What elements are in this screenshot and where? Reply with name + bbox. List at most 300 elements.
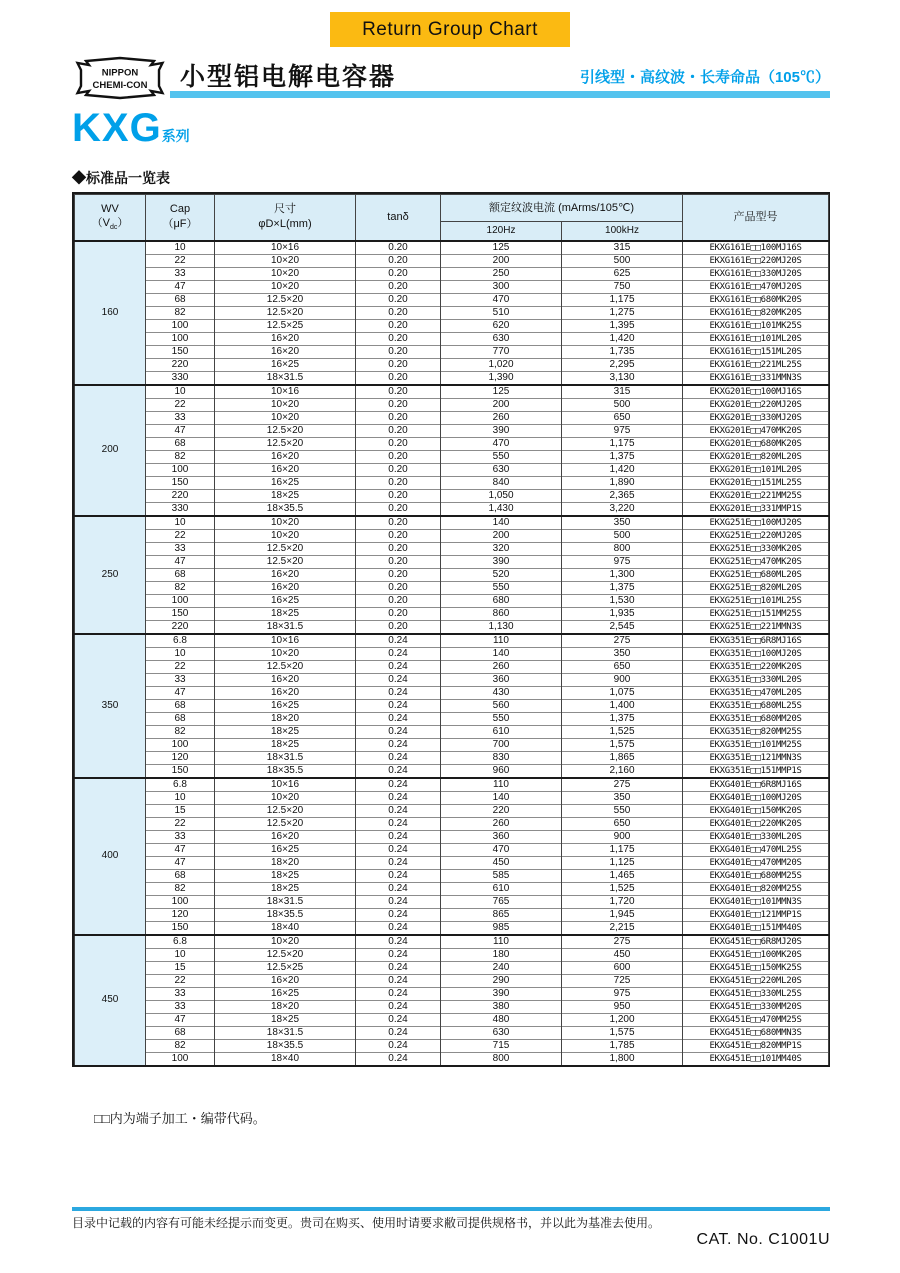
- part-number-cell: EKXG401E□□820MM25S: [683, 882, 829, 895]
- table-row: [75, 712, 829, 725]
- tand-cell: 0.24: [356, 882, 441, 895]
- part-number-cell: EKXG251E□□221MMN3S: [683, 620, 829, 634]
- part-number-cell: EKXG451E□□470MM25S: [683, 1013, 829, 1026]
- table-row: [75, 817, 829, 830]
- part-number-cell: EKXG251E□□220MJ20S: [683, 529, 829, 542]
- size-cell: 18×25: [215, 882, 356, 895]
- ripple-120hz-cell: 960: [441, 764, 562, 778]
- logo-badge-icon: [72, 55, 168, 101]
- size-cell: 16×20: [215, 581, 356, 594]
- tand-cell: 0.20: [356, 267, 441, 280]
- cap-cell: 10: [146, 516, 215, 530]
- series-suffix: 系列: [161, 128, 190, 144]
- tand-cell: 0.24: [356, 725, 441, 738]
- part-number-cell: EKXG401E□□150MK20S: [683, 804, 829, 817]
- cap-cell: 330: [146, 371, 215, 385]
- size-cell: 18×31.5: [215, 751, 356, 764]
- ripple-120hz-cell: 200: [441, 254, 562, 267]
- ripple-100khz-cell: 275: [562, 634, 683, 648]
- part-number-cell: EKXG161E□□221ML25S: [683, 358, 829, 371]
- ripple-100khz-cell: 900: [562, 830, 683, 843]
- size-cell: 10×16: [215, 385, 356, 399]
- tand-cell: 0.24: [356, 738, 441, 751]
- size-cell: 12.5×20: [215, 555, 356, 568]
- ripple-100khz-cell: 1,375: [562, 581, 683, 594]
- tand-cell: 0.24: [356, 830, 441, 843]
- ripple-120hz-cell: 180: [441, 948, 562, 961]
- cap-cell: 33: [146, 411, 215, 424]
- size-cell: 18×25: [215, 738, 356, 751]
- tand-cell: 0.24: [356, 686, 441, 699]
- part-number-cell: EKXG161E□□220MJ20S: [683, 254, 829, 267]
- page-title: 小型铝电解电容器: [180, 63, 397, 91]
- tand-cell: 0.20: [356, 306, 441, 319]
- tand-cell: 0.20: [356, 542, 441, 555]
- cap-cell: 100: [146, 895, 215, 908]
- tand-cell: 0.20: [356, 516, 441, 530]
- ripple-100khz-cell: 1,300: [562, 568, 683, 581]
- part-number-cell: EKXG351E□□100MJ20S: [683, 647, 829, 660]
- part-number-cell: EKXG351E□□101MM25S: [683, 738, 829, 751]
- size-cell: 18×25: [215, 607, 356, 620]
- ripple-120hz-cell: 1,430: [441, 502, 562, 516]
- size-cell: 10×16: [215, 634, 356, 648]
- part-number-cell: EKXG351E□□121MMN3S: [683, 751, 829, 764]
- part-number-cell: EKXG251E□□151MM25S: [683, 607, 829, 620]
- size-cell: 18×25: [215, 725, 356, 738]
- tand-cell: 0.20: [356, 280, 441, 293]
- cap-cell: 82: [146, 581, 215, 594]
- size-cell: 12.5×20: [215, 817, 356, 830]
- part-number-cell: EKXG451E□□100MK20S: [683, 948, 829, 961]
- size-cell: 18×31.5: [215, 371, 356, 385]
- cap-cell: 100: [146, 319, 215, 332]
- ripple-100khz-cell: 1,420: [562, 332, 683, 345]
- tand-cell: 0.20: [356, 332, 441, 345]
- ripple-100khz-cell: 1,935: [562, 607, 683, 620]
- tand-cell: 0.20: [356, 476, 441, 489]
- table-row: [75, 647, 829, 660]
- tand-cell: 0.24: [356, 1052, 441, 1065]
- size-cell: 12.5×25: [215, 319, 356, 332]
- part-number-cell: EKXG451E□□330ML25S: [683, 987, 829, 1000]
- col-header-cap: Cap （μF）: [146, 195, 215, 241]
- ripple-120hz-cell: 470: [441, 843, 562, 856]
- size-cell: 16×25: [215, 843, 356, 856]
- size-cell: 16×20: [215, 673, 356, 686]
- size-cell: 18×20: [215, 712, 356, 725]
- cap-cell: 10: [146, 948, 215, 961]
- cap-cell: 33: [146, 267, 215, 280]
- ripple-100khz-cell: 1,175: [562, 437, 683, 450]
- table-row: [75, 1052, 829, 1065]
- ripple-120hz-cell: 630: [441, 1026, 562, 1039]
- ripple-100khz-cell: 2,160: [562, 764, 683, 778]
- cap-cell: 47: [146, 843, 215, 856]
- cap-cell: 33: [146, 673, 215, 686]
- part-number-cell: EKXG161E□□470MJ20S: [683, 280, 829, 293]
- table-row: [75, 987, 829, 1000]
- cap-cell: 47: [146, 686, 215, 699]
- tand-cell: 0.20: [356, 568, 441, 581]
- table-row: [75, 516, 829, 530]
- table-body: [75, 241, 829, 1065]
- tand-cell: 0.24: [356, 699, 441, 712]
- tand-cell: 0.20: [356, 463, 441, 476]
- tand-cell: 0.24: [356, 987, 441, 1000]
- table-row: [75, 725, 829, 738]
- standard-products-table-wrap: [72, 192, 830, 1067]
- tand-cell: 0.20: [356, 254, 441, 267]
- table-row: [75, 1013, 829, 1026]
- size-cell: 16×20: [215, 568, 356, 581]
- size-cell: 18×35.5: [215, 1039, 356, 1052]
- ripple-100khz-cell: 625: [562, 267, 683, 280]
- ripple-120hz-cell: 140: [441, 791, 562, 804]
- table-row: [75, 437, 829, 450]
- ripple-100khz-cell: 975: [562, 555, 683, 568]
- size-cell: 12.5×25: [215, 961, 356, 974]
- tand-cell: 0.24: [356, 660, 441, 673]
- table-row: [75, 843, 829, 856]
- cap-cell: 150: [146, 476, 215, 489]
- ripple-120hz-cell: 480: [441, 1013, 562, 1026]
- ripple-100khz-cell: 1,785: [562, 1039, 683, 1052]
- ripple-120hz-cell: 260: [441, 411, 562, 424]
- table-row: [75, 568, 829, 581]
- wv-group-cell: 400: [75, 778, 146, 935]
- part-number-cell: EKXG161E□□680MK20S: [683, 293, 829, 306]
- size-cell: 18×25: [215, 869, 356, 882]
- size-cell: 10×20: [215, 647, 356, 660]
- ripple-120hz-cell: 715: [441, 1039, 562, 1052]
- ripple-120hz-cell: 1,130: [441, 620, 562, 634]
- tand-cell: 0.20: [356, 620, 441, 634]
- section-title: ◆标准品一览表: [72, 170, 170, 186]
- ripple-120hz-cell: 1,390: [441, 371, 562, 385]
- ripple-120hz-cell: 220: [441, 804, 562, 817]
- cap-cell: 82: [146, 450, 215, 463]
- size-cell: 16×20: [215, 686, 356, 699]
- cap-cell: 82: [146, 1039, 215, 1052]
- size-cell: 16×25: [215, 987, 356, 1000]
- part-number-cell: EKXG201E□□100MJ16S: [683, 385, 829, 399]
- cap-cell: 220: [146, 620, 215, 634]
- table-row: [75, 804, 829, 817]
- ripple-120hz-cell: 630: [441, 463, 562, 476]
- tand-cell: 0.20: [356, 424, 441, 437]
- part-number-cell: EKXG351E□□820MM25S: [683, 725, 829, 738]
- wv-group-cell: 350: [75, 634, 146, 778]
- cap-cell: 15: [146, 961, 215, 974]
- size-cell: 18×31.5: [215, 1026, 356, 1039]
- tand-cell: 0.20: [356, 529, 441, 542]
- cap-cell: 6.8: [146, 935, 215, 949]
- table-row: [75, 358, 829, 371]
- part-number-cell: EKXG351E□□151MMP1S: [683, 764, 829, 778]
- part-number-cell: EKXG451E□□101MM40S: [683, 1052, 829, 1065]
- ripple-120hz-cell: 985: [441, 921, 562, 935]
- col-header-wv: WV $(V_{dc})$: [75, 195, 146, 241]
- ripple-100khz-cell: 1,125: [562, 856, 683, 869]
- ripple-120hz-cell: 770: [441, 345, 562, 358]
- ripple-100khz-cell: 1,175: [562, 293, 683, 306]
- part-number-cell: EKXG451E□□150MK25S: [683, 961, 829, 974]
- size-cell: 18×20: [215, 1000, 356, 1013]
- table-row: [75, 555, 829, 568]
- ripple-100khz-cell: 550: [562, 804, 683, 817]
- ripple-120hz-cell: 390: [441, 987, 562, 1000]
- ripple-120hz-cell: 140: [441, 516, 562, 530]
- ripple-100khz-cell: 1,945: [562, 908, 683, 921]
- ripple-100khz-cell: 1,575: [562, 738, 683, 751]
- table-row: [75, 241, 829, 255]
- ripple-120hz-cell: 110: [441, 778, 562, 792]
- table-row: [75, 751, 829, 764]
- cap-cell: 82: [146, 882, 215, 895]
- ripple-120hz-cell: 765: [441, 895, 562, 908]
- tand-cell: 0.24: [356, 1039, 441, 1052]
- table-row: [75, 895, 829, 908]
- wv-group-cell: 160: [75, 241, 146, 385]
- part-number-cell: EKXG401E□□470MM20S: [683, 856, 829, 869]
- part-number-cell: EKXG201E□□101ML20S: [683, 463, 829, 476]
- ripple-100khz-cell: 3,220: [562, 502, 683, 516]
- ripple-120hz-cell: 610: [441, 725, 562, 738]
- table-row: [75, 1039, 829, 1052]
- col-header-ripple: 额定纹波电流 (mArms/105℃): [441, 195, 683, 222]
- cap-cell: 220: [146, 489, 215, 502]
- tand-cell: 0.24: [356, 908, 441, 921]
- tand-cell: 0.24: [356, 751, 441, 764]
- ripple-100khz-cell: 650: [562, 411, 683, 424]
- cap-cell: 100: [146, 332, 215, 345]
- size-cell: 10×20: [215, 254, 356, 267]
- table-row: [75, 778, 829, 792]
- cap-cell: 6.8: [146, 778, 215, 792]
- cap-cell: 150: [146, 345, 215, 358]
- cap-cell: 22: [146, 254, 215, 267]
- size-cell: 12.5×20: [215, 293, 356, 306]
- part-number-cell: EKXG401E□□470ML25S: [683, 843, 829, 856]
- tand-cell: 0.20: [356, 293, 441, 306]
- size-cell: 10×20: [215, 935, 356, 949]
- ripple-120hz-cell: 390: [441, 555, 562, 568]
- size-cell: 18×31.5: [215, 620, 356, 634]
- ripple-120hz-cell: 260: [441, 817, 562, 830]
- size-cell: 18×35.5: [215, 908, 356, 921]
- ripple-100khz-cell: 350: [562, 647, 683, 660]
- cap-cell: 10: [146, 791, 215, 804]
- size-cell: 10×20: [215, 516, 356, 530]
- table-row: [75, 411, 829, 424]
- tand-cell: 0.20: [356, 385, 441, 399]
- cap-cell: 68: [146, 293, 215, 306]
- tand-cell: 0.24: [356, 961, 441, 974]
- size-cell: 12.5×20: [215, 804, 356, 817]
- ripple-100khz-cell: 500: [562, 254, 683, 267]
- ripple-120hz-cell: 260: [441, 660, 562, 673]
- table-row: [75, 529, 829, 542]
- series-heading: [72, 106, 190, 151]
- ripple-120hz-cell: 300: [441, 280, 562, 293]
- ripple-100khz-cell: 315: [562, 385, 683, 399]
- table-row: [75, 1026, 829, 1039]
- ripple-120hz-cell: 390: [441, 424, 562, 437]
- part-number-cell: EKXG251E□□101ML25S: [683, 594, 829, 607]
- ripple-100khz-cell: 1,735: [562, 345, 683, 358]
- size-cell: 16×20: [215, 974, 356, 987]
- size-cell: 16×20: [215, 463, 356, 476]
- ripple-100khz-cell: 950: [562, 1000, 683, 1013]
- tand-cell: 0.20: [356, 437, 441, 450]
- cap-cell: 22: [146, 974, 215, 987]
- wv-group-cell: 450: [75, 935, 146, 1065]
- table-row: [75, 594, 829, 607]
- size-cell: 12.5×20: [215, 948, 356, 961]
- ripple-120hz-cell: 290: [441, 974, 562, 987]
- ripple-100khz-cell: 350: [562, 791, 683, 804]
- product-category-label: 引线型・高纹波・长寿命品（105℃）: [579, 69, 830, 86]
- ripple-100khz-cell: 1,420: [562, 463, 683, 476]
- wv-group-cell: 250: [75, 516, 146, 634]
- size-cell: 18×25: [215, 489, 356, 502]
- ripple-120hz-cell: 550: [441, 581, 562, 594]
- cap-cell: 10: [146, 385, 215, 399]
- ripple-120hz-cell: 125: [441, 385, 562, 399]
- table-row: [75, 306, 829, 319]
- part-number-cell: EKXG351E□□220MK20S: [683, 660, 829, 673]
- cap-cell: 82: [146, 725, 215, 738]
- ripple-100khz-cell: 1,720: [562, 895, 683, 908]
- ripple-120hz-cell: 360: [441, 830, 562, 843]
- table-row: [75, 673, 829, 686]
- size-cell: 18×35.5: [215, 502, 356, 516]
- ripple-120hz-cell: 320: [441, 542, 562, 555]
- cap-cell: 120: [146, 751, 215, 764]
- size-cell: 16×25: [215, 594, 356, 607]
- nippon-chemicon-logo: [72, 55, 168, 101]
- cap-cell: 68: [146, 437, 215, 450]
- ripple-100khz-cell: 450: [562, 948, 683, 961]
- ripple-120hz-cell: 585: [441, 869, 562, 882]
- ripple-100khz-cell: 1,890: [562, 476, 683, 489]
- cap-cell: 22: [146, 817, 215, 830]
- cap-cell: 22: [146, 660, 215, 673]
- ripple-100khz-cell: 725: [562, 974, 683, 987]
- ripple-120hz-cell: 680: [441, 594, 562, 607]
- ripple-120hz-cell: 1,050: [441, 489, 562, 502]
- cap-cell: 68: [146, 712, 215, 725]
- table-row: [75, 476, 829, 489]
- part-number-cell: EKXG401E□□6R8MJ16S: [683, 778, 829, 792]
- size-cell: 16×25: [215, 358, 356, 371]
- ripple-120hz-cell: 200: [441, 529, 562, 542]
- tand-cell: 0.24: [356, 712, 441, 725]
- ripple-100khz-cell: 2,365: [562, 489, 683, 502]
- tand-cell: 0.20: [356, 345, 441, 358]
- size-cell: 10×20: [215, 529, 356, 542]
- tand-cell: 0.24: [356, 948, 441, 961]
- table-row: [75, 280, 829, 293]
- part-number-cell: EKXG451E□□6R8MJ20S: [683, 935, 829, 949]
- ripple-100khz-cell: 1,865: [562, 751, 683, 764]
- tand-cell: 0.24: [356, 634, 441, 648]
- size-cell: 12.5×20: [215, 424, 356, 437]
- tand-cell: 0.24: [356, 764, 441, 778]
- table-row: [75, 738, 829, 751]
- size-cell: 16×20: [215, 450, 356, 463]
- cap-cell: 22: [146, 398, 215, 411]
- part-number-cell: EKXG401E□□101MMN3S: [683, 895, 829, 908]
- table-row: [75, 542, 829, 555]
- footer-disclaimer: 目录中记载的内容有可能未经提示而变更。贵司在购买、使用时请要求敝司提供规格书，并以此为基准去使用。: [72, 1216, 661, 1230]
- part-number-cell: EKXG351E□□6R8MJ16S: [683, 634, 829, 648]
- part-number-cell: EKXG401E□□220MK20S: [683, 817, 829, 830]
- table-row: [75, 581, 829, 594]
- tand-cell: 0.20: [356, 241, 441, 255]
- tand-cell: 0.24: [356, 935, 441, 949]
- ripple-120hz-cell: 240: [441, 961, 562, 974]
- ripple-120hz-cell: 110: [441, 634, 562, 648]
- cap-cell: 33: [146, 987, 215, 1000]
- part-number-cell: EKXG351E□□680ML25S: [683, 699, 829, 712]
- part-number-cell: EKXG201E□□331MMP1S: [683, 502, 829, 516]
- table-row: [75, 961, 829, 974]
- ripple-100khz-cell: 750: [562, 280, 683, 293]
- table-row: [75, 935, 829, 949]
- cap-cell: 220: [146, 358, 215, 371]
- cap-cell: 47: [146, 280, 215, 293]
- tand-cell: 0.20: [356, 371, 441, 385]
- tand-cell: 0.24: [356, 791, 441, 804]
- part-number-cell: EKXG351E□□470ML20S: [683, 686, 829, 699]
- size-cell: 18×40: [215, 1052, 356, 1065]
- ripple-100khz-cell: 1,400: [562, 699, 683, 712]
- table-row: [75, 908, 829, 921]
- part-number-cell: EKXG201E□□151ML25S: [683, 476, 829, 489]
- table-row: [75, 463, 829, 476]
- size-cell: 12.5×20: [215, 437, 356, 450]
- ripple-120hz-cell: 250: [441, 267, 562, 280]
- size-cell: 16×20: [215, 830, 356, 843]
- tand-cell: 0.24: [356, 843, 441, 856]
- cap-cell: 33: [146, 830, 215, 843]
- part-number-cell: EKXG401E□□330ML20S: [683, 830, 829, 843]
- table-row: [75, 254, 829, 267]
- col-header-part: 产品型号: [683, 195, 829, 241]
- ripple-120hz-cell: 620: [441, 319, 562, 332]
- ripple-100khz-cell: 500: [562, 398, 683, 411]
- return-group-chart-button[interactable]: Return Group Chart: [330, 12, 570, 47]
- table-row: [75, 856, 829, 869]
- table-row: [75, 921, 829, 935]
- ripple-100khz-cell: 1,525: [562, 725, 683, 738]
- part-number-cell: EKXG451E□□820MMP1S: [683, 1039, 829, 1052]
- cap-cell: 100: [146, 463, 215, 476]
- cap-cell: 68: [146, 1026, 215, 1039]
- ripple-120hz-cell: 430: [441, 686, 562, 699]
- tand-cell: 0.24: [356, 778, 441, 792]
- table-row: [75, 345, 829, 358]
- ripple-100khz-cell: 3,130: [562, 371, 683, 385]
- part-number-cell: EKXG201E□□221MM25S: [683, 489, 829, 502]
- table-row: [75, 398, 829, 411]
- table-row: [75, 660, 829, 673]
- ripple-100khz-cell: 1,275: [562, 306, 683, 319]
- size-cell: 16×25: [215, 476, 356, 489]
- table-row: [75, 424, 829, 437]
